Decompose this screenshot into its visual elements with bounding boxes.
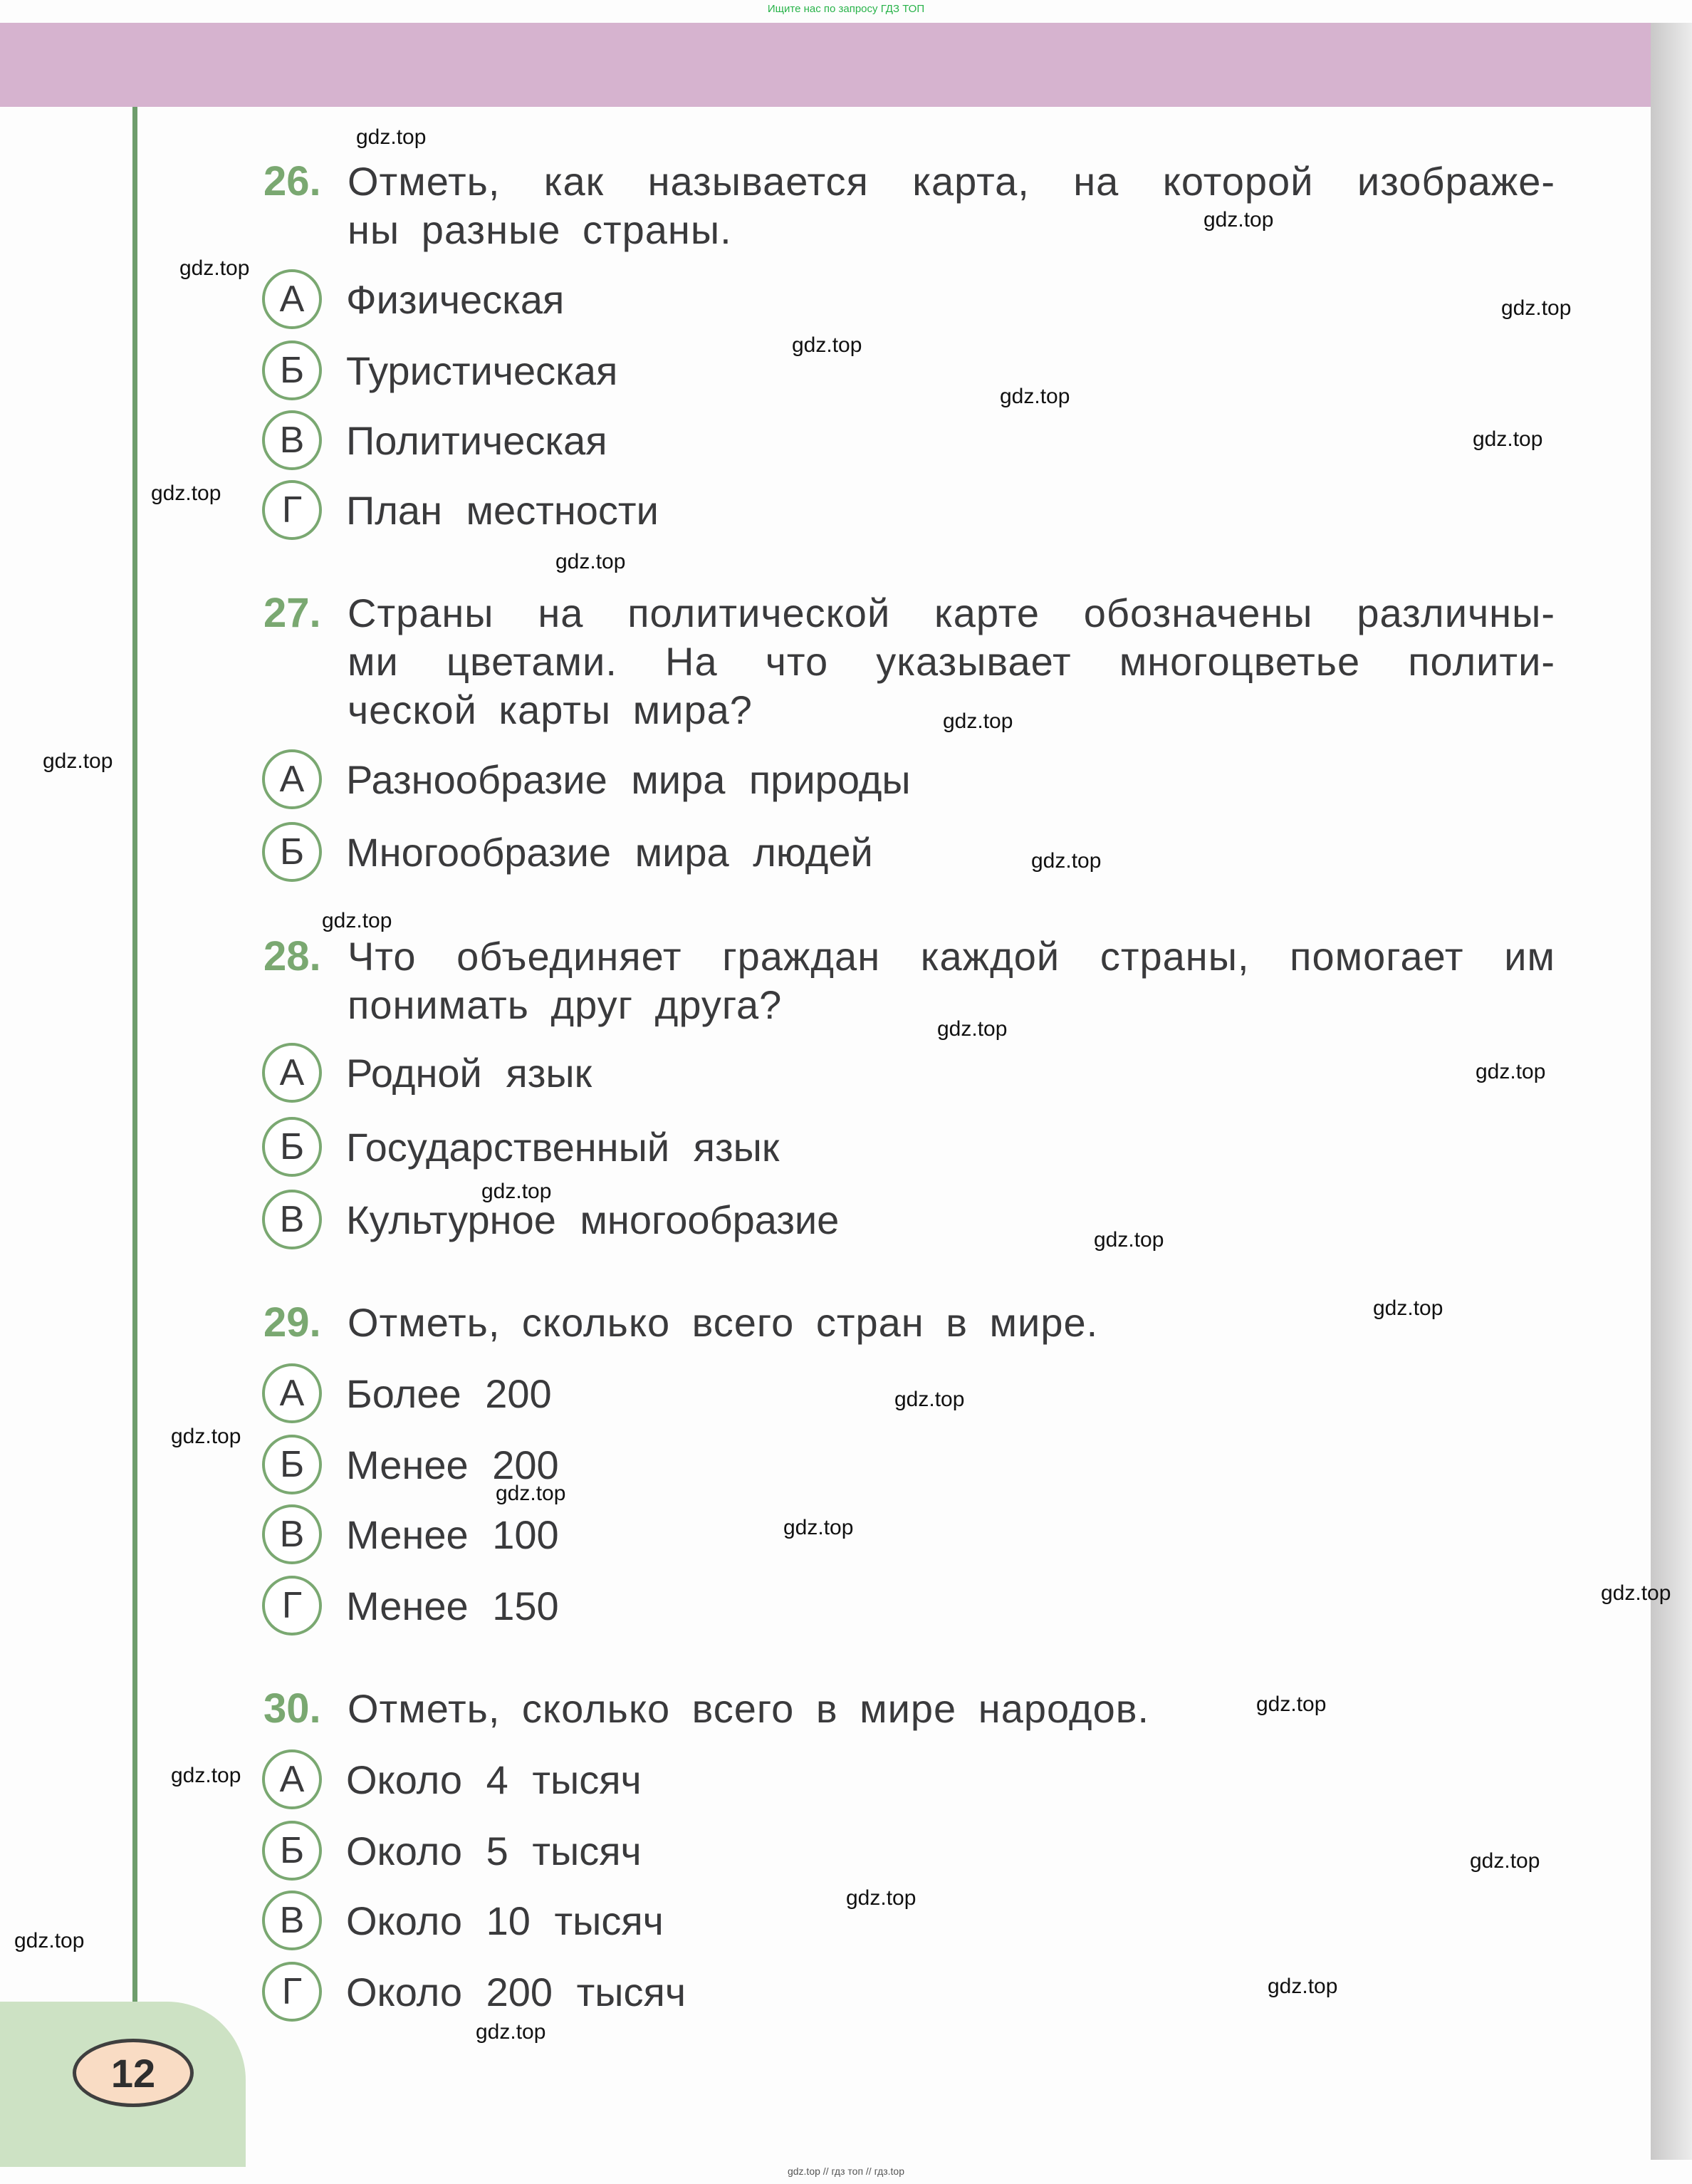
option-letter-circle[interactable]: Б bbox=[262, 1435, 322, 1494]
question-text-line: Отметь, сколько всего в мире народов. bbox=[348, 1686, 1150, 1731]
question-number: 30. bbox=[263, 1685, 321, 1732]
watermark: gdz.top bbox=[937, 1017, 1008, 1041]
option-letter-circle[interactable]: А bbox=[262, 1363, 322, 1423]
watermark: gdz.top bbox=[356, 125, 427, 149]
answer-option-b[interactable] bbox=[262, 1116, 779, 1178]
footer: gdz.top // гдз топ // гдз.top bbox=[787, 2165, 905, 2177]
option-text: Многообразие мира людей bbox=[346, 829, 873, 875]
watermark: gdz.top bbox=[1601, 1581, 1671, 1605]
option-text: Около 4 тысяч bbox=[346, 1757, 642, 1802]
option-text: План местности bbox=[346, 487, 659, 533]
option-text: Менее 100 bbox=[346, 1512, 559, 1557]
answer-option-d[interactable] bbox=[262, 1574, 559, 1637]
watermark: gdz.top bbox=[481, 1180, 552, 1203]
option-text: Около 10 тысяч bbox=[346, 1898, 664, 1943]
watermark: gdz.top bbox=[1473, 427, 1543, 451]
option-letter-circle[interactable]: В bbox=[262, 410, 322, 470]
option-text: Около 200 тысяч bbox=[346, 1969, 686, 2014]
watermark: gdz.top bbox=[1000, 385, 1070, 408]
option-letter-circle[interactable]: А bbox=[262, 269, 322, 329]
question-text-line: ческой карты мира? bbox=[348, 687, 753, 732]
header-band bbox=[0, 23, 1651, 107]
option-letter-circle[interactable]: Б bbox=[262, 1821, 322, 1881]
answer-option-b[interactable] bbox=[262, 339, 617, 402]
option-text: Разнообразие мира природы bbox=[346, 756, 911, 802]
option-letter-circle[interactable]: А bbox=[262, 749, 322, 809]
option-text: Менее 200 bbox=[346, 1442, 559, 1487]
answer-option-c[interactable] bbox=[262, 409, 607, 472]
answer-option-a[interactable] bbox=[262, 268, 564, 331]
page-number: 12 bbox=[73, 2039, 194, 2107]
watermark: gdz.top bbox=[14, 1929, 85, 1952]
option-text: Культурное многообразие bbox=[346, 1197, 840, 1242]
watermark: gdz.top bbox=[1501, 296, 1572, 320]
watermark: gdz.top bbox=[476, 2020, 546, 2044]
watermark: gdz.top bbox=[943, 709, 1013, 733]
answer-option-b[interactable] bbox=[262, 1819, 642, 1882]
answer-option-d[interactable] bbox=[262, 1960, 686, 2023]
option-text: Около 5 тысяч bbox=[346, 1828, 642, 1873]
watermark: gdz.top bbox=[792, 333, 862, 357]
option-text: Физическая bbox=[346, 276, 565, 322]
watermark: gdz.top bbox=[171, 1425, 241, 1448]
option-letter-circle[interactable]: А bbox=[262, 1043, 322, 1103]
question-text-line: ми цветами. На что указывает многоцветье полити- bbox=[348, 639, 1555, 684]
watermark: gdz.top bbox=[1470, 1849, 1540, 1873]
question-text-line: Отметь, сколько всего стран в мире. bbox=[348, 1300, 1099, 1345]
answer-option-b[interactable] bbox=[262, 821, 873, 883]
option-text: Менее 150 bbox=[346, 1583, 559, 1628]
answer-option-a[interactable] bbox=[262, 748, 911, 811]
watermark: gdz.top bbox=[179, 256, 250, 280]
question-text-line: ны разные страны. bbox=[348, 207, 732, 252]
option-letter-circle[interactable]: Б bbox=[262, 822, 322, 882]
option-text: Более 200 bbox=[346, 1371, 552, 1416]
answer-option-a[interactable] bbox=[262, 1041, 592, 1104]
answer-option-c[interactable] bbox=[262, 1889, 664, 1952]
watermark: gdz.top bbox=[43, 749, 113, 773]
option-text: Туристическая bbox=[346, 348, 618, 393]
option-letter-circle[interactable]: Г bbox=[262, 1576, 322, 1636]
option-text: Политическая bbox=[346, 417, 607, 463]
question-text-line: понимать друг друга? bbox=[348, 982, 783, 1027]
option-text: Государственный язык bbox=[346, 1124, 780, 1170]
watermark: gdz.top bbox=[1268, 1975, 1338, 1998]
answer-option-d[interactable] bbox=[262, 479, 659, 541]
question-number: 26. bbox=[263, 158, 321, 204]
watermark: gdz.top bbox=[894, 1388, 965, 1411]
option-letter-circle[interactable]: Г bbox=[262, 1962, 322, 2022]
watermark: gdz.top bbox=[1094, 1228, 1164, 1252]
watermark: gdz.top bbox=[1031, 849, 1102, 873]
watermark: gdz.top bbox=[151, 482, 221, 505]
option-letter-circle[interactable]: А bbox=[262, 1749, 322, 1809]
option-letter-circle[interactable]: В bbox=[262, 1190, 322, 1249]
watermark: gdz.top bbox=[1373, 1296, 1443, 1320]
answer-option-a[interactable] bbox=[262, 1748, 642, 1811]
watermark: gdz.top bbox=[496, 1482, 566, 1505]
page-edge bbox=[1651, 23, 1692, 2160]
watermark: gdz.top bbox=[322, 909, 392, 932]
question-text-line: Отметь, как называется карта, на которой изображе- bbox=[348, 159, 1555, 204]
watermark: gdz.top bbox=[846, 1886, 916, 1910]
option-text: Родной язык bbox=[346, 1050, 592, 1096]
margin-line bbox=[132, 107, 137, 2044]
question-number: 28. bbox=[263, 933, 321, 979]
watermark: gdz.top bbox=[171, 1764, 241, 1787]
question-text-line: Страны на политической карте обозначены различны- bbox=[348, 591, 1555, 635]
question-number: 29. bbox=[263, 1299, 321, 1346]
option-letter-circle[interactable]: В bbox=[262, 1891, 322, 1950]
top-notice: Ищите нас по запросу ГДЗ ТОП bbox=[767, 3, 925, 15]
option-letter-circle[interactable]: Б bbox=[262, 340, 322, 400]
answer-option-c[interactable] bbox=[262, 1503, 559, 1566]
watermark: gdz.top bbox=[1203, 208, 1274, 232]
option-letter-circle[interactable]: Г bbox=[262, 480, 322, 540]
watermark: gdz.top bbox=[1256, 1692, 1327, 1716]
question-number: 27. bbox=[263, 590, 321, 636]
answer-option-a[interactable] bbox=[262, 1362, 552, 1425]
option-letter-circle[interactable]: В bbox=[262, 1504, 322, 1564]
watermark: gdz.top bbox=[1476, 1060, 1546, 1083]
watermark: gdz.top bbox=[555, 550, 626, 573]
question-text-line: Что объединяет граждан каждой страны, помогает им bbox=[348, 934, 1555, 979]
option-letter-circle[interactable]: Б bbox=[262, 1117, 322, 1177]
watermark: gdz.top bbox=[783, 1516, 854, 1539]
